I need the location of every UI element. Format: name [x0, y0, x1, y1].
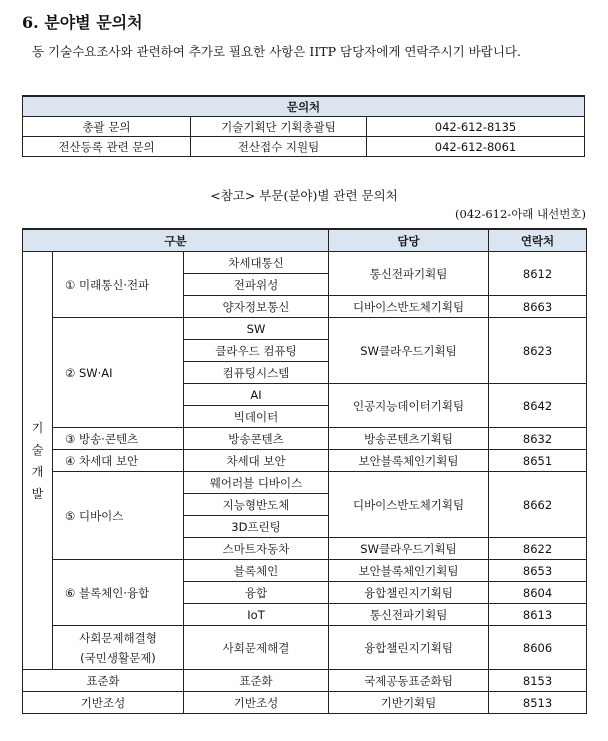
item-cell: 기반조성	[184, 692, 329, 714]
item-cell: SW	[184, 318, 329, 340]
contact-table-header	[23, 96, 585, 117]
item-cell: 웨어러블 디바이스	[184, 472, 329, 494]
team-cell: 통신전파기획팀	[329, 252, 489, 296]
ext-cell: 8623	[489, 318, 587, 384]
item-cell: 블록체인	[184, 560, 329, 582]
table-cell: 전산등록 관련 문의	[23, 137, 191, 157]
ext-cell: 8606	[489, 626, 587, 670]
item-cell: IoT	[184, 604, 329, 626]
team-cell: 통신전파기획팀	[329, 604, 489, 626]
table-row	[23, 252, 587, 274]
team-cell: 방송콘텐츠기획팀	[329, 428, 489, 450]
team-cell: SW클라우드기획팀	[329, 538, 489, 560]
table-row	[23, 472, 587, 494]
group-sw-ai: ② SW·AI	[53, 318, 184, 428]
team-cell: 디바이스반도체기획팀	[329, 296, 489, 318]
group-blockchain: ⑥ 블록체인·융합	[53, 560, 184, 626]
contact-table-title: 문의처	[23, 96, 585, 117]
team-cell: 보안블록체인기획팀	[329, 560, 489, 582]
group-social	[53, 626, 184, 670]
group-broadcast: ③ 방송·콘텐츠	[53, 428, 184, 450]
ext-cell: 8513	[489, 692, 587, 714]
group-social-sub: (국민생활문제)	[80, 650, 156, 665]
table-row	[23, 318, 587, 340]
item-cell: 차세대 보안	[184, 450, 329, 472]
ext-cell: 8613	[489, 604, 587, 626]
team-cell: 보안블록체인기획팀	[329, 450, 489, 472]
header-team: 담당	[329, 229, 489, 252]
group-future: ① 미래통신·전파	[53, 252, 184, 318]
team-cell: 국제공동표준화팀	[329, 670, 489, 692]
group-security: ④ 차세대 보안	[53, 450, 184, 472]
table-cell: 042-612-8135	[367, 117, 585, 137]
ext-cell: 8653	[489, 560, 587, 582]
table-row	[23, 560, 587, 582]
team-cell: 인공지능데이터기획팀	[329, 384, 489, 428]
ext-cell: 8642	[489, 384, 587, 428]
header-category: 구분	[23, 229, 329, 252]
ext-cell: 8632	[489, 428, 587, 450]
department-contact-table	[22, 228, 587, 714]
header-contact: 연락처	[489, 229, 587, 252]
ext-cell: 8651	[489, 450, 587, 472]
item-cell: 빅데이터	[184, 406, 329, 428]
tech-dev-text: 기술개발	[31, 420, 44, 501]
team-cell: SW클라우드기획팀	[329, 318, 489, 384]
item-cell: 사회문제해결	[184, 626, 329, 670]
item-cell: 3D프린팅	[184, 516, 329, 538]
table-row	[23, 450, 587, 472]
table-row	[23, 117, 585, 137]
table-row	[23, 626, 587, 670]
table-row	[23, 137, 585, 157]
table-cell: 042-612-8061	[367, 137, 585, 157]
ext-cell: 8622	[489, 538, 587, 560]
intro-paragraph: 동 기술수요조사와 관련하여 추가로 필요한 사항은 IITP 담당자에게 연락주시기 바랍니다.	[32, 44, 521, 59]
group-standard: 표준화	[23, 670, 184, 692]
team-cell: 융합챌린지기획팀	[329, 626, 489, 670]
table-row	[23, 692, 587, 714]
team-cell: 기반기획팀	[329, 692, 489, 714]
tech-dev-label	[23, 252, 53, 670]
item-cell: 차세대통신	[184, 252, 329, 274]
contact-table	[22, 95, 585, 157]
group-social-label: 사회문제해결형	[79, 630, 157, 645]
item-cell: 표준화	[184, 670, 329, 692]
table-cell: 총괄 문의	[23, 117, 191, 137]
item-cell: 스마트자동차	[184, 538, 329, 560]
item-cell: 양자정보통신	[184, 296, 329, 318]
table-cell: 기술기획단 기획총괄팀	[191, 117, 367, 137]
ext-cell: 8663	[489, 296, 587, 318]
ext-cell: 8662	[489, 472, 587, 538]
ext-cell: 8604	[489, 582, 587, 604]
section-heading: 6. 분야별 문의처	[22, 13, 143, 32]
team-cell: 융합챌린지기획팀	[329, 582, 489, 604]
item-cell: 지능형반도체	[184, 494, 329, 516]
table-row	[23, 670, 587, 692]
team-cell: 디바이스반도체기획팀	[329, 472, 489, 538]
item-cell: 컴퓨팅시스템	[184, 362, 329, 384]
item-cell: 방송콘텐츠	[184, 428, 329, 450]
table-row	[23, 428, 587, 450]
group-infra: 기반조성	[23, 692, 184, 714]
group-device: ⑤ 디바이스	[53, 472, 184, 560]
table-header-row	[23, 229, 587, 252]
extension-note: (042-612-아래 내선번호)	[455, 207, 586, 221]
ext-cell: 8612	[489, 252, 587, 296]
reference-title: <참고> 부문(분야)별 관련 문의처	[210, 188, 398, 203]
item-cell: 융합	[184, 582, 329, 604]
item-cell: 클라우드 컴퓨팅	[184, 340, 329, 362]
table-cell: 전산접수 지원팀	[191, 137, 367, 157]
item-cell: 전파위성	[184, 274, 329, 296]
ext-cell: 8153	[489, 670, 587, 692]
item-cell: AI	[184, 384, 329, 406]
